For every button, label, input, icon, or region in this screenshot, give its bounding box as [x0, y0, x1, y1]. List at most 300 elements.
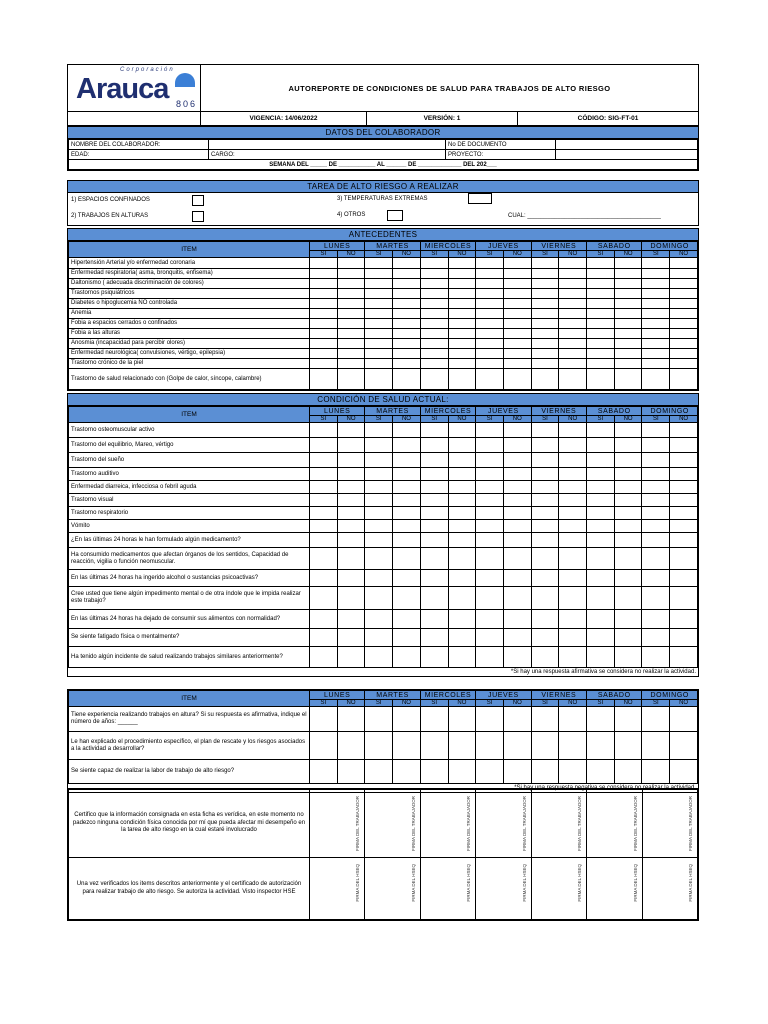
answer-cell[interactable]	[559, 289, 587, 299]
answer-cell[interactable]	[642, 423, 670, 438]
answer-cell[interactable]	[476, 629, 504, 647]
answer-cell[interactable]	[448, 629, 476, 647]
answer-cell[interactable]	[337, 468, 365, 481]
answer-cell[interactable]	[642, 587, 670, 610]
answer-cell[interactable]	[531, 494, 559, 507]
answer-cell[interactable]	[393, 570, 421, 587]
answer-cell[interactable]	[365, 481, 393, 494]
answer-cell[interactable]	[642, 319, 670, 329]
answer-cell[interactable]	[559, 279, 587, 289]
answer-cell[interactable]	[337, 319, 365, 329]
answer-cell[interactable]	[365, 610, 393, 629]
answer-cell[interactable]	[448, 520, 476, 533]
answer-cell[interactable]	[365, 647, 393, 668]
answer-cell[interactable]	[614, 453, 642, 468]
answer-cell[interactable]	[559, 610, 587, 629]
answer-cell[interactable]	[420, 279, 448, 289]
hseq-signature-cell[interactable]	[587, 858, 642, 920]
answer-cell[interactable]	[365, 453, 393, 468]
answer-cell[interactable]	[448, 299, 476, 309]
answer-cell[interactable]	[670, 587, 698, 610]
answer-cell[interactable]	[587, 507, 615, 520]
answer-cell[interactable]	[531, 438, 559, 453]
answer-cell[interactable]	[420, 520, 448, 533]
answer-cell[interactable]	[476, 610, 504, 629]
worker-signature-cell[interactable]	[531, 790, 586, 858]
answer-cell[interactable]	[531, 732, 559, 760]
answer-cell[interactable]	[393, 299, 421, 309]
answer-cell[interactable]	[559, 468, 587, 481]
answer-cell[interactable]	[559, 507, 587, 520]
answer-cell[interactable]	[559, 760, 587, 784]
answer-cell[interactable]	[365, 629, 393, 647]
answer-cell[interactable]	[642, 468, 670, 481]
answer-cell[interactable]	[670, 647, 698, 668]
answer-cell[interactable]	[365, 359, 393, 369]
answer-cell[interactable]	[587, 299, 615, 309]
answer-cell[interactable]	[420, 481, 448, 494]
answer-cell[interactable]	[503, 647, 531, 668]
answer-cell[interactable]	[420, 533, 448, 548]
answer-cell[interactable]	[559, 309, 587, 319]
answer-cell[interactable]	[448, 438, 476, 453]
answer-cell[interactable]	[559, 732, 587, 760]
answer-cell[interactable]	[337, 610, 365, 629]
worker-signature-cell[interactable]	[420, 790, 475, 858]
worker-signature-cell[interactable]	[587, 790, 642, 858]
answer-cell[interactable]	[642, 329, 670, 339]
answer-cell[interactable]	[337, 369, 365, 390]
answer-cell[interactable]	[365, 760, 393, 784]
answer-cell[interactable]	[642, 629, 670, 647]
answer-cell[interactable]	[448, 707, 476, 732]
answer-cell[interactable]	[559, 258, 587, 269]
answer-cell[interactable]	[531, 349, 559, 359]
hseq-signature-cell[interactable]	[476, 858, 531, 920]
answer-cell[interactable]	[476, 707, 504, 732]
answer-cell[interactable]	[393, 494, 421, 507]
answer-cell[interactable]	[393, 707, 421, 732]
answer-cell[interactable]	[476, 359, 504, 369]
answer-cell[interactable]	[503, 329, 531, 339]
answer-cell[interactable]	[614, 494, 642, 507]
answer-cell[interactable]	[337, 507, 365, 520]
answer-cell[interactable]	[420, 629, 448, 647]
answer-cell[interactable]	[642, 481, 670, 494]
answer-cell[interactable]	[531, 339, 559, 349]
answer-cell[interactable]	[503, 258, 531, 269]
answer-cell[interactable]	[614, 299, 642, 309]
answer-cell[interactable]	[420, 610, 448, 629]
answer-cell[interactable]	[448, 732, 476, 760]
answer-cell[interactable]	[393, 629, 421, 647]
answer-cell[interactable]	[587, 570, 615, 587]
answer-cell[interactable]	[310, 707, 338, 732]
answer-cell[interactable]	[337, 329, 365, 339]
answer-cell[interactable]	[393, 533, 421, 548]
answer-cell[interactable]	[420, 319, 448, 329]
answer-cell[interactable]	[503, 299, 531, 309]
answer-cell[interactable]	[448, 453, 476, 468]
answer-cell[interactable]	[587, 732, 615, 760]
answer-cell[interactable]	[420, 453, 448, 468]
hseq-signature-cell[interactable]	[642, 858, 697, 920]
answer-cell[interactable]	[420, 548, 448, 570]
answer-cell[interactable]	[559, 520, 587, 533]
answer-cell[interactable]	[503, 468, 531, 481]
answer-cell[interactable]	[393, 453, 421, 468]
answer-cell[interactable]	[531, 629, 559, 647]
answer-cell[interactable]	[448, 533, 476, 548]
answer-cell[interactable]	[337, 359, 365, 369]
answer-cell[interactable]	[587, 707, 615, 732]
answer-cell[interactable]	[642, 369, 670, 390]
answer-cell[interactable]	[337, 732, 365, 760]
answer-cell[interactable]	[531, 570, 559, 587]
answer-cell[interactable]	[393, 423, 421, 438]
answer-cell[interactable]	[337, 438, 365, 453]
answer-cell[interactable]	[587, 610, 615, 629]
answer-cell[interactable]	[587, 309, 615, 319]
answer-cell[interactable]	[365, 533, 393, 548]
answer-cell[interactable]	[365, 732, 393, 760]
answer-cell[interactable]	[365, 438, 393, 453]
answer-cell[interactable]	[365, 707, 393, 732]
answer-cell[interactable]	[448, 481, 476, 494]
answer-cell[interactable]	[448, 507, 476, 520]
answer-cell[interactable]	[337, 494, 365, 507]
answer-cell[interactable]	[559, 570, 587, 587]
answer-cell[interactable]	[337, 481, 365, 494]
answer-cell[interactable]	[365, 507, 393, 520]
answer-cell[interactable]	[448, 587, 476, 610]
answer-cell[interactable]	[448, 258, 476, 269]
answer-cell[interactable]	[503, 570, 531, 587]
answer-cell[interactable]	[476, 423, 504, 438]
answer-cell[interactable]	[310, 269, 338, 279]
answer-cell[interactable]	[587, 279, 615, 289]
answer-cell[interactable]	[587, 760, 615, 784]
answer-cell[interactable]	[310, 610, 338, 629]
answer-cell[interactable]	[448, 548, 476, 570]
answer-cell[interactable]	[531, 647, 559, 668]
answer-cell[interactable]	[420, 507, 448, 520]
answer-cell[interactable]	[365, 279, 393, 289]
answer-cell[interactable]	[642, 269, 670, 279]
answer-cell[interactable]	[365, 369, 393, 390]
answer-cell[interactable]	[365, 468, 393, 481]
answer-cell[interactable]	[420, 359, 448, 369]
answer-cell[interactable]	[503, 289, 531, 299]
answer-cell[interactable]	[393, 587, 421, 610]
worker-signature-cell[interactable]	[476, 790, 531, 858]
answer-cell[interactable]	[393, 289, 421, 299]
answer-cell[interactable]	[503, 438, 531, 453]
answer-cell[interactable]	[670, 548, 698, 570]
answer-cell[interactable]	[503, 279, 531, 289]
answer-cell[interactable]	[365, 423, 393, 438]
answer-cell[interactable]	[614, 349, 642, 359]
answer-cell[interactable]	[670, 610, 698, 629]
semana-field[interactable]: SEMANA DEL _____ DE ___________ AL ______ DE _____________ DEL 202___	[69, 160, 698, 170]
answer-cell[interactable]	[670, 494, 698, 507]
answer-cell[interactable]	[393, 279, 421, 289]
answer-cell[interactable]	[310, 438, 338, 453]
answer-cell[interactable]	[670, 289, 698, 299]
answer-cell[interactable]	[448, 760, 476, 784]
answer-cell[interactable]	[531, 299, 559, 309]
answer-cell[interactable]	[642, 707, 670, 732]
answer-cell[interactable]	[670, 629, 698, 647]
answer-cell[interactable]	[393, 369, 421, 390]
answer-cell[interactable]	[503, 533, 531, 548]
answer-cell[interactable]	[503, 339, 531, 349]
answer-cell[interactable]	[365, 269, 393, 279]
answer-cell[interactable]	[531, 289, 559, 299]
answer-cell[interactable]	[337, 629, 365, 647]
answer-cell[interactable]	[670, 707, 698, 732]
answer-cell[interactable]	[310, 647, 338, 668]
answer-cell[interactable]	[503, 453, 531, 468]
answer-cell[interactable]	[614, 329, 642, 339]
answer-cell[interactable]	[559, 533, 587, 548]
answer-cell[interactable]	[587, 289, 615, 299]
opt-temperaturas-checkbox[interactable]	[468, 193, 492, 204]
answer-cell[interactable]	[476, 329, 504, 339]
answer-cell[interactable]	[587, 423, 615, 438]
answer-cell[interactable]	[310, 520, 338, 533]
answer-cell[interactable]	[503, 520, 531, 533]
answer-cell[interactable]	[393, 481, 421, 494]
answer-cell[interactable]	[448, 319, 476, 329]
answer-cell[interactable]	[476, 494, 504, 507]
answer-cell[interactable]	[670, 319, 698, 329]
answer-cell[interactable]	[642, 349, 670, 359]
answer-cell[interactable]	[531, 329, 559, 339]
answer-cell[interactable]	[503, 269, 531, 279]
answer-cell[interactable]	[310, 359, 338, 369]
answer-cell[interactable]	[337, 533, 365, 548]
answer-cell[interactable]	[337, 299, 365, 309]
answer-cell[interactable]	[337, 647, 365, 668]
answer-cell[interactable]	[531, 587, 559, 610]
answer-cell[interactable]	[365, 289, 393, 299]
opt-cual-field[interactable]: CUAL: ________________________________________	[508, 213, 661, 219]
answer-cell[interactable]	[476, 269, 504, 279]
answer-cell[interactable]	[310, 732, 338, 760]
answer-cell[interactable]	[670, 269, 698, 279]
answer-cell[interactable]	[503, 760, 531, 784]
answer-cell[interactable]	[587, 349, 615, 359]
answer-cell[interactable]	[420, 289, 448, 299]
answer-cell[interactable]	[420, 258, 448, 269]
answer-cell[interactable]	[393, 339, 421, 349]
answer-cell[interactable]	[531, 760, 559, 784]
answer-cell[interactable]	[420, 760, 448, 784]
answer-cell[interactable]	[587, 494, 615, 507]
answer-cell[interactable]	[670, 453, 698, 468]
answer-cell[interactable]	[614, 319, 642, 329]
answer-cell[interactable]	[476, 349, 504, 359]
answer-cell[interactable]	[670, 438, 698, 453]
answer-cell[interactable]	[587, 533, 615, 548]
answer-cell[interactable]	[476, 299, 504, 309]
answer-cell[interactable]	[476, 533, 504, 548]
answer-cell[interactable]	[642, 570, 670, 587]
answer-cell[interactable]	[642, 279, 670, 289]
answer-cell[interactable]	[503, 359, 531, 369]
answer-cell[interactable]	[587, 481, 615, 494]
answer-cell[interactable]	[476, 507, 504, 520]
answer-cell[interactable]	[670, 339, 698, 349]
answer-cell[interactable]	[310, 319, 338, 329]
answer-cell[interactable]	[393, 438, 421, 453]
answer-cell[interactable]	[503, 548, 531, 570]
answer-cell[interactable]	[393, 269, 421, 279]
answer-cell[interactable]	[614, 548, 642, 570]
answer-cell[interactable]	[587, 329, 615, 339]
answer-cell[interactable]	[587, 647, 615, 668]
answer-cell[interactable]	[365, 309, 393, 319]
answer-cell[interactable]	[670, 279, 698, 289]
answer-cell[interactable]	[476, 453, 504, 468]
answer-cell[interactable]	[531, 269, 559, 279]
answer-cell[interactable]	[448, 610, 476, 629]
answer-cell[interactable]	[531, 468, 559, 481]
answer-cell[interactable]	[365, 339, 393, 349]
answer-cell[interactable]	[310, 507, 338, 520]
answer-cell[interactable]	[448, 279, 476, 289]
answer-cell[interactable]	[531, 369, 559, 390]
opt-espacios-checkbox[interactable]	[192, 195, 204, 206]
answer-cell[interactable]	[559, 629, 587, 647]
answer-cell[interactable]	[614, 258, 642, 269]
answer-cell[interactable]	[420, 587, 448, 610]
answer-cell[interactable]	[642, 760, 670, 784]
answer-cell[interactable]	[476, 468, 504, 481]
answer-cell[interactable]	[476, 732, 504, 760]
answer-cell[interactable]	[310, 258, 338, 269]
answer-cell[interactable]	[559, 369, 587, 390]
answer-cell[interactable]	[476, 369, 504, 390]
answer-cell[interactable]	[503, 309, 531, 319]
answer-cell[interactable]	[642, 494, 670, 507]
answer-cell[interactable]	[670, 329, 698, 339]
answer-cell[interactable]	[365, 299, 393, 309]
answer-cell[interactable]	[559, 329, 587, 339]
answer-cell[interactable]	[559, 494, 587, 507]
answer-cell[interactable]	[420, 732, 448, 760]
answer-cell[interactable]	[503, 587, 531, 610]
answer-cell[interactable]	[559, 339, 587, 349]
answer-cell[interactable]	[310, 349, 338, 359]
answer-cell[interactable]	[559, 438, 587, 453]
answer-cell[interactable]	[337, 760, 365, 784]
answer-cell[interactable]	[670, 760, 698, 784]
answer-cell[interactable]	[587, 468, 615, 481]
answer-cell[interactable]	[365, 570, 393, 587]
answer-cell[interactable]	[531, 423, 559, 438]
answer-cell[interactable]	[587, 587, 615, 610]
answer-cell[interactable]	[559, 359, 587, 369]
answer-cell[interactable]	[670, 359, 698, 369]
answer-cell[interactable]	[420, 309, 448, 319]
answer-cell[interactable]	[420, 707, 448, 732]
answer-cell[interactable]	[614, 269, 642, 279]
answer-cell[interactable]	[337, 258, 365, 269]
answer-cell[interactable]	[642, 299, 670, 309]
answer-cell[interactable]	[503, 369, 531, 390]
answer-cell[interactable]	[337, 269, 365, 279]
answer-cell[interactable]	[448, 494, 476, 507]
answer-cell[interactable]	[310, 548, 338, 570]
answer-cell[interactable]	[614, 520, 642, 533]
answer-cell[interactable]	[559, 349, 587, 359]
answer-cell[interactable]	[476, 760, 504, 784]
answer-cell[interactable]	[642, 258, 670, 269]
answer-cell[interactable]	[614, 507, 642, 520]
answer-cell[interactable]	[614, 359, 642, 369]
answer-cell[interactable]	[670, 349, 698, 359]
answer-cell[interactable]	[393, 309, 421, 319]
answer-cell[interactable]	[310, 423, 338, 438]
answer-cell[interactable]	[310, 468, 338, 481]
answer-cell[interactable]	[393, 610, 421, 629]
answer-cell[interactable]	[503, 349, 531, 359]
answer-cell[interactable]	[614, 570, 642, 587]
answer-cell[interactable]	[531, 453, 559, 468]
answer-cell[interactable]	[531, 481, 559, 494]
answer-cell[interactable]	[310, 339, 338, 349]
answer-cell[interactable]	[310, 369, 338, 390]
answer-cell[interactable]	[393, 760, 421, 784]
answer-cell[interactable]	[476, 587, 504, 610]
answer-cell[interactable]	[614, 289, 642, 299]
answer-cell[interactable]	[614, 423, 642, 438]
answer-cell[interactable]	[587, 269, 615, 279]
answer-cell[interactable]	[531, 507, 559, 520]
answer-cell[interactable]	[642, 438, 670, 453]
answer-cell[interactable]	[670, 258, 698, 269]
answer-cell[interactable]	[337, 289, 365, 299]
answer-cell[interactable]	[337, 279, 365, 289]
answer-cell[interactable]	[420, 269, 448, 279]
hseq-signature-cell[interactable]	[365, 858, 420, 920]
answer-cell[interactable]	[670, 369, 698, 390]
answer-cell[interactable]	[448, 339, 476, 349]
answer-cell[interactable]	[614, 647, 642, 668]
answer-cell[interactable]	[614, 732, 642, 760]
answer-cell[interactable]	[559, 453, 587, 468]
answer-cell[interactable]	[310, 481, 338, 494]
answer-cell[interactable]	[531, 548, 559, 570]
answer-cell[interactable]	[531, 610, 559, 629]
answer-cell[interactable]	[531, 319, 559, 329]
answer-cell[interactable]	[642, 309, 670, 319]
answer-cell[interactable]	[420, 329, 448, 339]
answer-cell[interactable]	[670, 309, 698, 319]
answer-cell[interactable]	[559, 481, 587, 494]
answer-cell[interactable]	[642, 507, 670, 520]
opt-alturas-checkbox[interactable]	[192, 211, 204, 222]
answer-cell[interactable]	[670, 570, 698, 587]
answer-cell[interactable]	[559, 587, 587, 610]
opt-otros-checkbox[interactable]	[387, 210, 403, 221]
answer-cell[interactable]	[476, 548, 504, 570]
answer-cell[interactable]	[393, 507, 421, 520]
answer-cell[interactable]	[642, 732, 670, 760]
answer-cell[interactable]	[559, 707, 587, 732]
